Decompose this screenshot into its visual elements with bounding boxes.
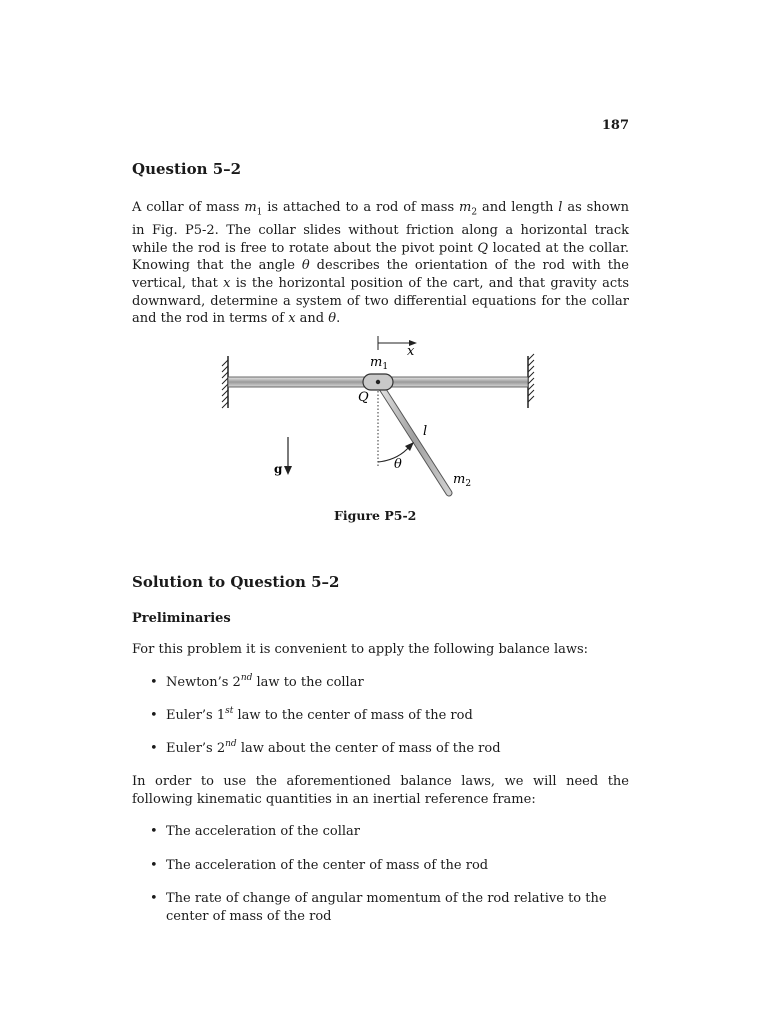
solution-heading: Solution to Question 5–2	[132, 573, 340, 591]
balance-law-item: • Newton’s 2nd law to the collar	[150, 673, 364, 690]
kinematics-intro: In order to use the aforementioned balance laws, we will need the following kinematic quantities in an inertial reference frame:	[132, 774, 629, 807]
question-text: A collar of mass $m_1$ is attached to a rod of mass $m_2$ and length l as shown in Fig. P5-2. The collar slides without friction along a horizontal track while the rod is free to rotate about the pivot point Q located at the collar. Knowing that the angle θ describes the orientation of the rod with the vertical, that x is the horizontal position of the cart, and that gravity acts downward, determine a system of two differential equations for the collar and the rod in terms of x and θ.	[132, 200, 630, 327]
rod-mass-label: $m_2$	[453, 472, 472, 489]
kinematic-quantity-item: • The acceleration of the collar	[150, 824, 360, 839]
kinematic-quantity-item: • The acceleration of the center of mass of the rod	[150, 858, 489, 873]
gravity-arrow	[284, 437, 292, 475]
right-wall	[528, 354, 534, 408]
angle-label: θ	[394, 457, 402, 472]
x-label: x	[407, 344, 415, 359]
question-heading: Question 5–2	[132, 160, 242, 178]
pivot-label: Q	[358, 390, 369, 405]
figure-caption: Figure P5-2	[334, 508, 417, 523]
figure-p5-2	[216, 332, 546, 502]
pivot-point	[376, 380, 380, 384]
length-label: l	[423, 424, 428, 439]
gravity-label: g	[274, 462, 283, 476]
left-wall	[222, 356, 228, 408]
preliminaries-subheading: Preliminaries	[132, 611, 231, 626]
balance-law-item: • Euler’s 2nd law about the center of mass of the rod	[150, 739, 501, 756]
balance-law-item: • Euler’s 1st law to the center of mass of the rod	[150, 706, 473, 723]
balance-laws-intro: For this problem it is convenient to apply the following balance laws:	[132, 642, 589, 657]
page-number: 187	[601, 118, 629, 133]
kinematic-quantity-item: • The rate of change of angular momentum of the rod relative to the center of mass of the rod	[150, 891, 607, 924]
collar-mass-label: $m_1$	[370, 355, 389, 372]
